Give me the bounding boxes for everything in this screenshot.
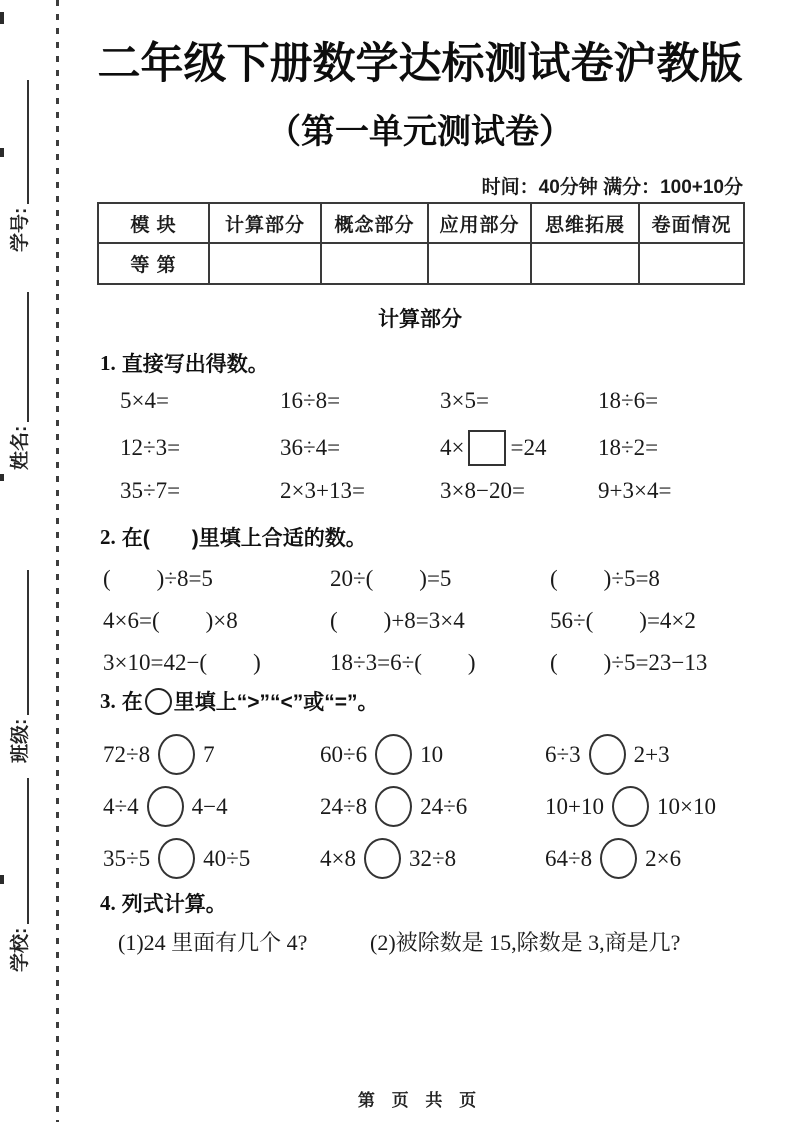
- grade-cell-empty: [209, 243, 321, 284]
- math-expression: 18÷6=: [598, 388, 659, 413]
- comparison-circle: [375, 786, 412, 827]
- question-3-prompt-pre: 在: [121, 691, 143, 714]
- question-2-number: 2.: [100, 524, 116, 549]
- comparison-circle: [375, 734, 412, 775]
- math-expression: 56÷( )=4×2: [550, 608, 696, 633]
- section-title-calculation: 计算部分: [378, 308, 462, 331]
- class-blank-line: [27, 570, 29, 715]
- q1-row-3: [120, 478, 671, 504]
- comparison-circle: [158, 734, 195, 775]
- class-label: 班级:: [10, 718, 31, 763]
- comparison-circle: [612, 786, 649, 827]
- grade-row-label: 等 第: [98, 243, 209, 284]
- math-expression: 16÷8=: [280, 388, 341, 413]
- math-expression: ( )+8=3×4: [330, 608, 465, 633]
- sidebar-field-name: [6, 292, 32, 470]
- question-1-header: [100, 348, 269, 378]
- question-2-prompt: 在( )里填上合适的数。: [121, 527, 367, 550]
- comparison-item: 64÷8 2×6: [545, 838, 681, 879]
- q2-row-1: [103, 560, 660, 593]
- score-table-col-presentation: 卷面情况: [639, 203, 744, 243]
- page-subtitle: （第一单元测试卷）: [267, 113, 573, 151]
- scan-edge-mark: [0, 875, 4, 884]
- comparison-circle: [147, 786, 184, 827]
- math-expression: 3×10=42−( ): [103, 650, 261, 675]
- comparison-item: 4×8 32÷8: [320, 838, 545, 879]
- math-expression: 4×6=( )×8: [103, 608, 238, 633]
- math-expression: 36÷4=: [280, 435, 341, 460]
- grade-cell-empty: [428, 243, 531, 284]
- question-2-header: [100, 522, 367, 552]
- comparison-circle: [158, 838, 195, 879]
- comparison-item: 60÷6 10: [320, 734, 545, 775]
- q3-row-1: [103, 734, 670, 775]
- comparison-item: 4÷4 4−4: [103, 786, 320, 827]
- student-number-label: 学号:: [10, 207, 31, 252]
- math-expression: 12÷3=: [120, 435, 181, 460]
- question-4-number: 4.: [100, 890, 116, 915]
- question-3-prompt-post: 里填上“>”“<”或“=”。: [173, 691, 379, 714]
- comparison-item: 10+10 10×10: [545, 786, 716, 827]
- math-expression: 20÷( )=5: [330, 566, 452, 591]
- comparison-item: 24÷8 24÷6: [320, 786, 545, 827]
- sidebar-field-student-number: [6, 80, 32, 252]
- fold-dashed-line: [56, 0, 59, 1122]
- score-table: [97, 202, 745, 285]
- page-footer: 第 页 共 页: [357, 1091, 483, 1110]
- question-1-prompt: 直接写出得数。: [121, 353, 269, 376]
- q2-row-2: [103, 602, 696, 635]
- math-expression: ( )÷5=8: [550, 566, 660, 591]
- score-table-col-application: 应用部分: [428, 203, 531, 243]
- math-expression: 35÷7=: [120, 478, 181, 503]
- q1-row-2: [120, 428, 658, 468]
- school-blank-line: [27, 778, 29, 924]
- math-expression: 2×3+13=: [280, 478, 365, 503]
- math-expression: 18÷2=: [598, 435, 659, 460]
- comparison-item: 72÷8 7: [103, 734, 320, 775]
- scan-edge-mark: [0, 474, 4, 481]
- name-label: 姓名:: [10, 425, 31, 470]
- q4-items-row: [118, 926, 680, 957]
- math-expression: ( )÷5=23−13: [550, 650, 708, 675]
- grade-cell-empty: [321, 243, 428, 284]
- math-expression: ( )÷8=5: [103, 566, 213, 591]
- sidebar-field-class: [6, 570, 32, 763]
- question-4-prompt: 列式计算。: [121, 893, 227, 916]
- score-table-col-concept: 概念部分: [321, 203, 428, 243]
- student-number-blank-line: [27, 80, 29, 204]
- school-label: 学校:: [10, 927, 31, 972]
- answer-box: [468, 430, 506, 466]
- comparison-circle: [364, 838, 401, 879]
- question-1-number: 1.: [100, 350, 116, 375]
- question-3-number: 3.: [100, 688, 116, 713]
- q1-row-1: [120, 388, 658, 414]
- math-expression: 5×4=: [120, 388, 169, 413]
- page-title: 二年级下册数学达标测试卷沪教版: [97, 40, 743, 88]
- scan-edge-mark: [0, 148, 4, 157]
- grade-cell-empty: [531, 243, 639, 284]
- q3-row-2: [103, 786, 716, 827]
- comparison-item: 6÷3 2+3: [545, 734, 670, 775]
- question-4-header: [100, 888, 227, 918]
- word-problem-1: (1)24 里面有几个 4?: [118, 930, 308, 955]
- score-table-grade-row: [98, 243, 744, 284]
- q2-row-3: [103, 644, 707, 677]
- comparison-item: 35÷5 40÷5: [103, 838, 320, 879]
- word-problem-2: (2)被除数是 15,除数是 3,商是几?: [370, 930, 681, 955]
- score-table-col-thinking: 思维拓展: [531, 203, 639, 243]
- question-3-header: [100, 686, 379, 716]
- math-expression: 3×5=: [440, 388, 489, 413]
- math-expression: 3×8−20=: [440, 478, 525, 503]
- math-expression-with-box: 4× =24: [440, 430, 598, 466]
- exam-time-score-info: 时间：40分钟 满分：100+10分: [481, 177, 743, 198]
- score-table-header-row: [98, 203, 744, 243]
- grade-cell-empty: [639, 243, 744, 284]
- scan-edge-mark: [0, 12, 4, 24]
- math-expression: 18÷3=6÷( ): [330, 650, 476, 675]
- math-expression: 9+3×4=: [598, 478, 672, 503]
- sidebar-field-school: [6, 778, 32, 972]
- score-table-col-module: 模 块: [98, 203, 209, 243]
- circle-icon: [145, 688, 172, 715]
- comparison-circle: [589, 734, 626, 775]
- comparison-circle: [600, 838, 637, 879]
- name-blank-line: [27, 292, 29, 422]
- q3-row-3: [103, 838, 681, 879]
- score-table-col-calculation: 计算部分: [209, 203, 321, 243]
